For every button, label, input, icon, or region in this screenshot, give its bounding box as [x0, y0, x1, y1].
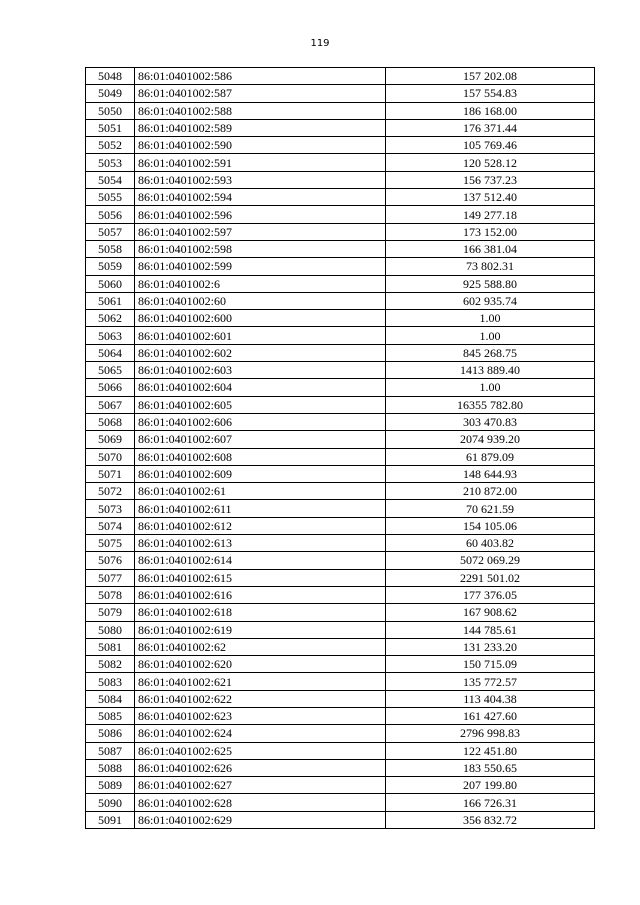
table-row	[86, 258, 595, 275]
cadastral-number-cell: 86:01:0401002:618	[135, 604, 386, 621]
cadastral-number-cell: 86:01:0401002:607	[135, 431, 386, 448]
row-number-cell: 5063	[86, 327, 135, 344]
cadastral-number-cell: 86:01:0401002:589	[135, 119, 386, 136]
row-number-cell: 5084	[86, 690, 135, 707]
cadastral-number-cell: 86:01:0401002:625	[135, 742, 386, 759]
cadastral-value-cell: 177 376.05	[386, 586, 595, 603]
table-row	[86, 465, 595, 482]
table-row	[86, 119, 595, 136]
table-row	[86, 68, 595, 85]
table-row	[86, 742, 595, 759]
table-row	[86, 586, 595, 603]
row-number-cell: 5048	[86, 68, 135, 85]
cadastral-number-cell: 86:01:0401002:615	[135, 569, 386, 586]
table-row	[86, 171, 595, 188]
row-number-cell: 5053	[86, 154, 135, 171]
table-row	[86, 206, 595, 223]
cadastral-value-cell: 148 644.93	[386, 465, 595, 482]
row-number-cell: 5070	[86, 448, 135, 465]
cadastral-value-cell: 173 152.00	[386, 223, 595, 240]
cadastral-value-cell: 166 726.31	[386, 794, 595, 811]
cadastral-value-table	[85, 67, 595, 829]
cadastral-number-cell: 86:01:0401002:608	[135, 448, 386, 465]
cadastral-value-cell: 207 199.80	[386, 777, 595, 794]
cadastral-value-cell: 186 168.00	[386, 102, 595, 119]
cadastral-value-cell: 1.00	[386, 310, 595, 327]
cadastral-value-cell: 303 470.83	[386, 413, 595, 430]
table-row	[86, 275, 595, 292]
table-row	[86, 777, 595, 794]
cadastral-number-cell: 86:01:0401002:627	[135, 777, 386, 794]
table-row	[86, 102, 595, 119]
table-row	[86, 413, 595, 430]
cadastral-number-cell: 86:01:0401002:624	[135, 725, 386, 742]
cadastral-number-cell: 86:01:0401002:626	[135, 759, 386, 776]
cadastral-number-cell: 86:01:0401002:593	[135, 171, 386, 188]
table-row	[86, 517, 595, 534]
table-row	[86, 794, 595, 811]
cadastral-value-cell: 845 268.75	[386, 344, 595, 361]
row-number-cell: 5057	[86, 223, 135, 240]
cadastral-value-cell: 356 832.72	[386, 811, 595, 828]
cadastral-value-cell: 2291 501.02	[386, 569, 595, 586]
cadastral-number-cell: 86:01:0401002:61	[135, 483, 386, 500]
cadastral-value-cell: 135 772.57	[386, 673, 595, 690]
table-row	[86, 535, 595, 552]
row-number-cell: 5074	[86, 517, 135, 534]
cadastral-value-cell: 131 233.20	[386, 638, 595, 655]
cadastral-value-cell: 1.00	[386, 327, 595, 344]
cadastral-number-cell: 86:01:0401002:621	[135, 673, 386, 690]
table-row	[86, 638, 595, 655]
cadastral-value-cell: 154 105.06	[386, 517, 595, 534]
cadastral-number-cell: 86:01:0401002:591	[135, 154, 386, 171]
table-row	[86, 396, 595, 413]
row-number-cell: 5050	[86, 102, 135, 119]
table-row	[86, 85, 595, 102]
cadastral-value-cell: 1.00	[386, 379, 595, 396]
row-number-cell: 5072	[86, 483, 135, 500]
row-number-cell: 5078	[86, 586, 135, 603]
row-number-cell: 5086	[86, 725, 135, 742]
cadastral-number-cell: 86:01:0401002:604	[135, 379, 386, 396]
cadastral-value-cell: 61 879.09	[386, 448, 595, 465]
cadastral-value-cell: 157 202.08	[386, 68, 595, 85]
table-row	[86, 621, 595, 638]
cadastral-value-cell: 925 588.80	[386, 275, 595, 292]
cadastral-number-cell: 86:01:0401002:620	[135, 656, 386, 673]
row-number-cell: 5051	[86, 119, 135, 136]
cadastral-number-cell: 86:01:0401002:603	[135, 362, 386, 379]
cadastral-number-cell: 86:01:0401002:614	[135, 552, 386, 569]
cadastral-value-cell: 73 802.31	[386, 258, 595, 275]
page-number: 119	[310, 38, 330, 49]
cadastral-value-cell: 210 872.00	[386, 483, 595, 500]
row-number-cell: 5067	[86, 396, 135, 413]
cadastral-value-cell: 5072 069.29	[386, 552, 595, 569]
table-row	[86, 448, 595, 465]
table-row	[86, 327, 595, 344]
table-row	[86, 431, 595, 448]
table-row	[86, 569, 595, 586]
cadastral-value-cell: 156 737.23	[386, 171, 595, 188]
cadastral-number-cell: 86:01:0401002:601	[135, 327, 386, 344]
cadastral-number-cell: 86:01:0401002:628	[135, 794, 386, 811]
cadastral-number-cell: 86:01:0401002:602	[135, 344, 386, 361]
table-row	[86, 310, 595, 327]
table-row	[86, 292, 595, 309]
cadastral-number-cell: 86:01:0401002:606	[135, 413, 386, 430]
row-number-cell: 5089	[86, 777, 135, 794]
cadastral-value-cell: 167 908.62	[386, 604, 595, 621]
table-row	[86, 656, 595, 673]
cadastral-value-cell: 150 715.09	[386, 656, 595, 673]
row-number-cell: 5090	[86, 794, 135, 811]
row-number-cell: 5049	[86, 85, 135, 102]
cadastral-number-cell: 86:01:0401002:586	[135, 68, 386, 85]
row-number-cell: 5059	[86, 258, 135, 275]
cadastral-value-cell: 120 528.12	[386, 154, 595, 171]
cadastral-number-cell: 86:01:0401002:596	[135, 206, 386, 223]
cadastral-value-cell: 2796 998.83	[386, 725, 595, 742]
row-number-cell: 5066	[86, 379, 135, 396]
cadastral-value-cell: 16355 782.80	[386, 396, 595, 413]
row-number-cell: 5056	[86, 206, 135, 223]
table-row	[86, 690, 595, 707]
cadastral-number-cell: 86:01:0401002:605	[135, 396, 386, 413]
row-number-cell: 5085	[86, 707, 135, 724]
cadastral-number-cell: 86:01:0401002:597	[135, 223, 386, 240]
cadastral-number-cell: 86:01:0401002:60	[135, 292, 386, 309]
row-number-cell: 5077	[86, 569, 135, 586]
table-row	[86, 673, 595, 690]
row-number-cell: 5058	[86, 240, 135, 257]
cadastral-number-cell: 86:01:0401002:609	[135, 465, 386, 482]
row-number-cell: 5069	[86, 431, 135, 448]
row-number-cell: 5080	[86, 621, 135, 638]
cadastral-number-cell: 86:01:0401002:590	[135, 137, 386, 154]
cadastral-value-cell: 166 381.04	[386, 240, 595, 257]
cadastral-value-cell: 602 935.74	[386, 292, 595, 309]
cadastral-value-cell: 144 785.61	[386, 621, 595, 638]
table-row	[86, 759, 595, 776]
row-number-cell: 5081	[86, 638, 135, 655]
cadastral-number-cell: 86:01:0401002:6	[135, 275, 386, 292]
row-number-cell: 5064	[86, 344, 135, 361]
cadastral-number-cell: 86:01:0401002:612	[135, 517, 386, 534]
table-row	[86, 483, 595, 500]
cadastral-number-cell: 86:01:0401002:62	[135, 638, 386, 655]
cadastral-value-cell: 122 451.80	[386, 742, 595, 759]
row-number-cell: 5052	[86, 137, 135, 154]
cadastral-number-cell: 86:01:0401002:599	[135, 258, 386, 275]
cadastral-value-cell: 157 554.83	[386, 85, 595, 102]
table-row	[86, 362, 595, 379]
row-number-cell: 5076	[86, 552, 135, 569]
table-row	[86, 500, 595, 517]
cadastral-value-cell: 176 371.44	[386, 119, 595, 136]
row-number-cell: 5062	[86, 310, 135, 327]
row-number-cell: 5061	[86, 292, 135, 309]
cadastral-number-cell: 86:01:0401002:588	[135, 102, 386, 119]
table-row	[86, 240, 595, 257]
table-row	[86, 344, 595, 361]
row-number-cell: 5071	[86, 465, 135, 482]
row-number-cell: 5060	[86, 275, 135, 292]
table-row	[86, 552, 595, 569]
cadastral-value-cell: 149 277.18	[386, 206, 595, 223]
cadastral-value-cell: 60 403.82	[386, 535, 595, 552]
cadastral-value-cell: 161 427.60	[386, 707, 595, 724]
row-number-cell: 5068	[86, 413, 135, 430]
cadastral-number-cell: 86:01:0401002:613	[135, 535, 386, 552]
table-row	[86, 137, 595, 154]
cadastral-number-cell: 86:01:0401002:600	[135, 310, 386, 327]
cadastral-value-cell: 183 550.65	[386, 759, 595, 776]
cadastral-number-cell: 86:01:0401002:623	[135, 707, 386, 724]
row-number-cell: 5065	[86, 362, 135, 379]
cadastral-number-cell: 86:01:0401002:598	[135, 240, 386, 257]
row-number-cell: 5055	[86, 189, 135, 206]
row-number-cell: 5075	[86, 535, 135, 552]
cadastral-number-cell: 86:01:0401002:622	[135, 690, 386, 707]
cadastral-value-cell: 105 769.46	[386, 137, 595, 154]
row-number-cell: 5079	[86, 604, 135, 621]
table-row	[86, 707, 595, 724]
row-number-cell: 5088	[86, 759, 135, 776]
cadastral-number-cell: 86:01:0401002:616	[135, 586, 386, 603]
table-row	[86, 379, 595, 396]
row-number-cell: 5091	[86, 811, 135, 828]
row-number-cell: 5083	[86, 673, 135, 690]
table-row	[86, 725, 595, 742]
table-row	[86, 811, 595, 828]
cadastral-number-cell: 86:01:0401002:594	[135, 189, 386, 206]
table-row	[86, 604, 595, 621]
cadastral-number-cell: 86:01:0401002:587	[135, 85, 386, 102]
cadastral-value-cell: 70 621.59	[386, 500, 595, 517]
cadastral-number-cell: 86:01:0401002:629	[135, 811, 386, 828]
cadastral-value-cell: 137 512.40	[386, 189, 595, 206]
cadastral-value-cell: 113 404.38	[386, 690, 595, 707]
table-row	[86, 223, 595, 240]
cadastral-value-cell: 1413 889.40	[386, 362, 595, 379]
table-row	[86, 154, 595, 171]
cadastral-number-cell: 86:01:0401002:611	[135, 500, 386, 517]
cadastral-value-cell: 2074 939.20	[386, 431, 595, 448]
cadastral-number-cell: 86:01:0401002:619	[135, 621, 386, 638]
table-body	[86, 68, 595, 829]
row-number-cell: 5082	[86, 656, 135, 673]
row-number-cell: 5073	[86, 500, 135, 517]
row-number-cell: 5054	[86, 171, 135, 188]
table-row	[86, 189, 595, 206]
row-number-cell: 5087	[86, 742, 135, 759]
